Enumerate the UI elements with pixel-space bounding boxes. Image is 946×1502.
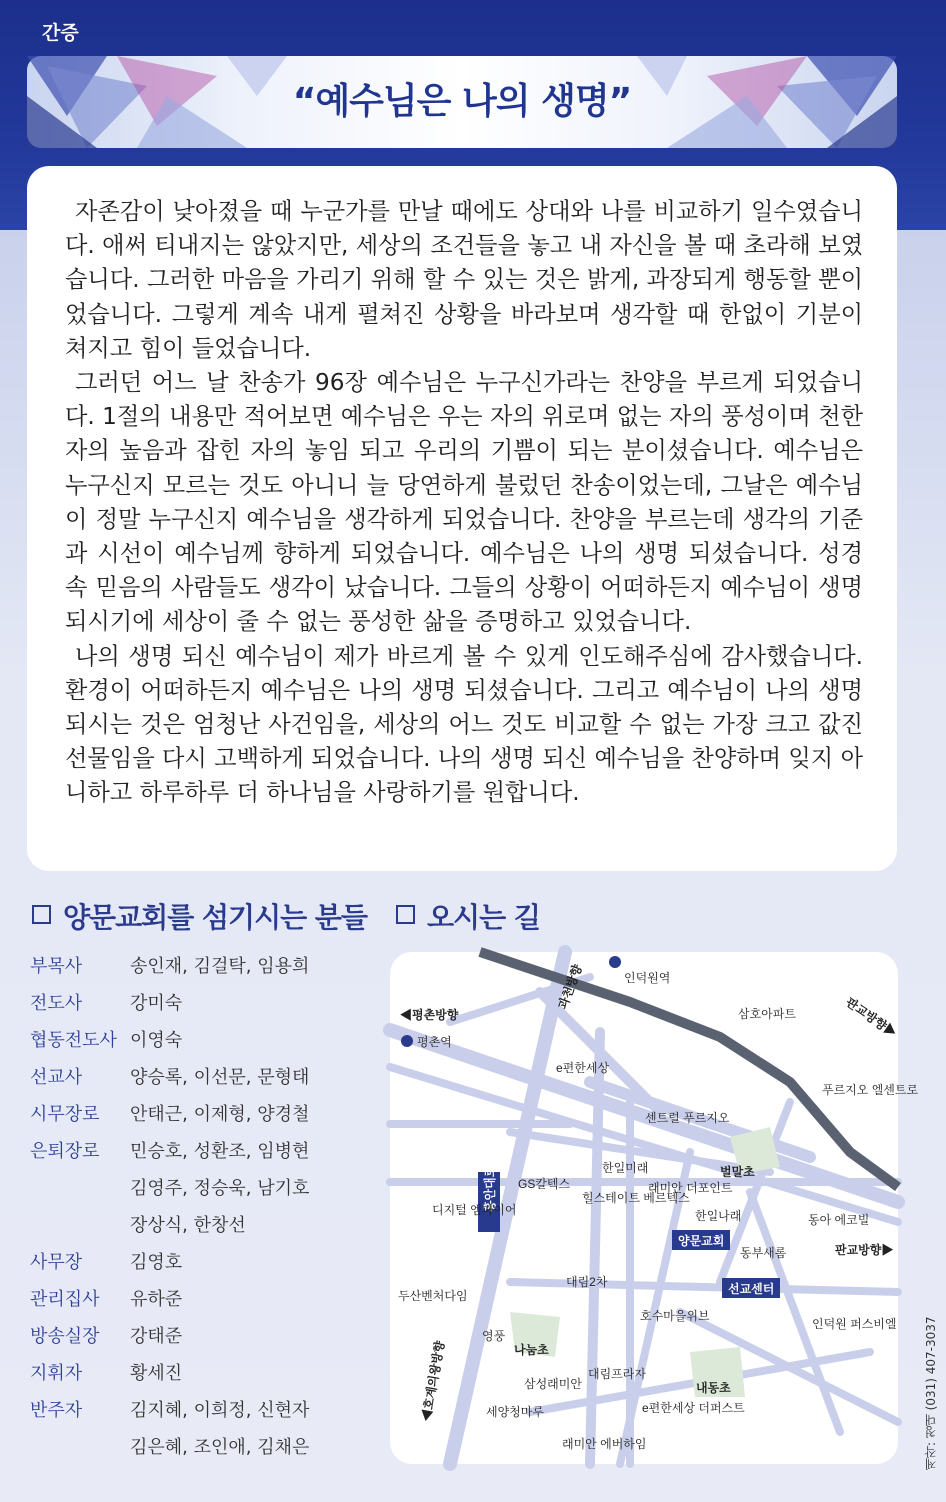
staff-names: 양승록, 이선문, 문형태 [130,1067,310,1088]
staff-role: 시무장로 [30,1104,100,1125]
staff-names: 김영호 [130,1252,183,1273]
map-label: 호수마을위브 [640,1309,710,1323]
map-label: 대림2차 [566,1275,608,1289]
staff-role: 전도사 [30,993,83,1014]
staff-names: 강태준 [130,1326,183,1347]
staff-row [30,1246,182,1280]
staff-names: 황세진 [130,1363,183,1384]
map-label: 래미안 더포인트 [648,1181,733,1195]
staff-row [30,1061,309,1095]
staff-role: 지휘자 [30,1363,83,1384]
checkbox-bullet-icon [32,905,51,924]
directions-map [390,952,919,1464]
staff-row [30,1431,309,1465]
section-tag: 간증 [42,22,79,44]
map-label: 흥안대로 [483,1165,497,1212]
paragraph-3: 나의 생명 되신 예수님이 제가 바르게 볼 수 있게 인도해주심에 감사했습니다. 환경이 어떠하든지 예수님은 나의 생명 되셨습니다. 그리고 예수님이 나의 생명 되시는 것은 엄청난 사건임을, 세상의 어느 것도 비교할 수 없는 가장 크고 값진 선물임을 다시 고백하게 되었습니다. 나의 생명 되신 예수님을 찬양하며 잊지 아니하고 하루하루 더 하나님을 사랑하기를 원합니다. [65,642,863,807]
staff-row [30,1209,246,1243]
map-label: 과천방향 [555,962,585,1012]
staff-names: 이영숙 [130,1030,183,1051]
staff-role: 사무장 [30,1252,83,1273]
map-label: 대림프라자 [588,1367,646,1381]
staff-names: 김지혜, 이희정, 신현자 [130,1400,310,1421]
staff-row [30,1394,309,1428]
staff-names: 김영주, 정승욱, 남기호 [130,1178,310,1199]
map-label: 판교방향▶ [835,1243,894,1257]
staff-role: 선교사 [30,1067,83,1088]
map-label: 동부새롬 [740,1246,787,1260]
staff-names: 송인재, 김걸탁, 임용희 [130,956,310,977]
staff-role: 부목사 [30,956,83,977]
staff-role: 관리집사 [30,1289,100,1310]
map-label: 판교방향▶ [843,994,900,1040]
staff-row [30,1320,182,1354]
map-label: 래미안 에버하임 [562,1437,647,1451]
map-heading [396,896,540,936]
credit-line: 제작: 청대 (031) 407-3037 [924,1316,938,1470]
staff-row [30,987,182,1021]
map-label: 푸르지오 엘센트로 [822,1083,919,1097]
staff-names: 김은혜, 조인애, 김채은 [130,1437,310,1458]
map-label: ◀평촌방향 [400,1008,459,1022]
staff-row [30,1135,309,1169]
map-label: 인덕원역 [624,971,671,985]
map-heading-text: 오시는 길 [427,901,540,934]
testimony-card [27,166,897,871]
map-label: 두산벤처다임 [398,1289,468,1303]
paragraph-1: 자존감이 낮아졌을 때 누군가를 만날 때에도 상대와 나를 비교하기 일수였습니다. 애써 티내지는 않았지만, 세상의 조건들을 놓고 내 자신을 볼 때 초라해 보였습니다. 그러한 마음을 가리기 위해 할 수 있는 것은 밝게, 과장되게 행동할 뿐이었습니다. 그렇게 계속 내게 펼쳐진 상황을 바라보며 생각할 때 한없이 기분이 쳐지고 힘이 들었습니다. [65,198,863,362]
staff-row [30,1172,309,1206]
staff-row [30,1357,182,1391]
staff-role: 협동전도사 [30,1030,117,1051]
staff-names: 유하준 [130,1289,183,1310]
staff-row [30,1024,182,1058]
map-label: 동아 에코빌 [808,1213,870,1227]
map-label: 힐스테이트 베르텍스 [582,1191,690,1205]
staff-row [30,1283,182,1317]
staff-names: 안태근, 이제형, 양경철 [130,1104,310,1125]
map-label: e편한세상 [556,1061,610,1075]
map-label: 인덕원 퍼스비엘 [812,1317,897,1331]
map-label: 학의천 [678,1031,717,1057]
map-label: 내동초 [696,1381,731,1395]
map-label: 삼호아파트 [738,1007,796,1021]
staff-role: 은퇴장로 [30,1141,100,1162]
staff-names: 장상식, 한창선 [130,1215,246,1236]
map-label: 한일미래 [602,1161,649,1175]
staff-role: 반주자 [30,1400,83,1421]
map-label-highlight: 선교센터 [728,1282,775,1296]
map-label: 평촌역 [417,1035,452,1049]
staff-role: 방송실장 [30,1326,100,1347]
title-banner [27,56,897,148]
page-title: “예수님은 나의 생명” [292,81,632,122]
staff-heading [32,896,367,936]
checkbox-bullet-icon [396,905,415,924]
map-label: 센트럴 푸르지오 [645,1111,730,1125]
subway-icon [609,956,621,968]
map-label: 세양청마루 [486,1405,544,1419]
staff-names: 강미숙 [130,993,183,1014]
map-label: 디지털 엠파이어 [432,1203,517,1217]
map-label: ◀호계의왕방향 [419,1339,448,1423]
map-label: 영풍 [482,1329,506,1343]
staff-row [30,950,309,984]
map-label: 삼성래미안 [524,1377,582,1391]
staff-names: 민승호, 성환조, 임병현 [130,1141,310,1162]
paragraph-2: 그러던 어느 날 찬송가 96장 예수님은 누구신가라는 찬양을 부르게 되었습니다. 1절의 내용만 적어보면 예수님은 우는 자의 위로며 없는 자의 풍성이며 천한 자의 높음과 잡힌 자의 놓임 되고 우리의 기쁨이 되는 분이셨습니다. 예수님은 누구신지 모르는 것도 아니니 늘 당연하게 불렀던 찬송이었는데, 그날은 예수님이 정말 누구신지 예수님을 생각하게 되었습니다. 찬양을 부르는데 생각의 기준과 시선이 예수님께 향하게 되었습니다. 예수님은 나의 생명 되셨습니다. 성경 속 믿음의 사람들도 생각이 났습니다. 그들의 상황이 어떠하든지 예수님이 생명 되시기에 세상이 줄 수 없는 풍성한 삶을 증명하고 있었습니다. [65,369,863,636]
map-label-highlight: 양문교회 [678,1234,725,1248]
map-label: 한일나래 [695,1209,742,1223]
subway-icon [401,1035,413,1047]
map-label: GS칼텍스 [518,1177,571,1191]
staff-heading-text: 양문교회를 섬기시는 분들 [63,901,368,934]
testimony-body [27,195,897,811]
map-label: 벌말초 [720,1165,755,1179]
map-label: e편한세상 더퍼스트 [642,1401,745,1415]
map-label: 나눔초 [514,1343,549,1357]
staff-row [30,1098,309,1132]
